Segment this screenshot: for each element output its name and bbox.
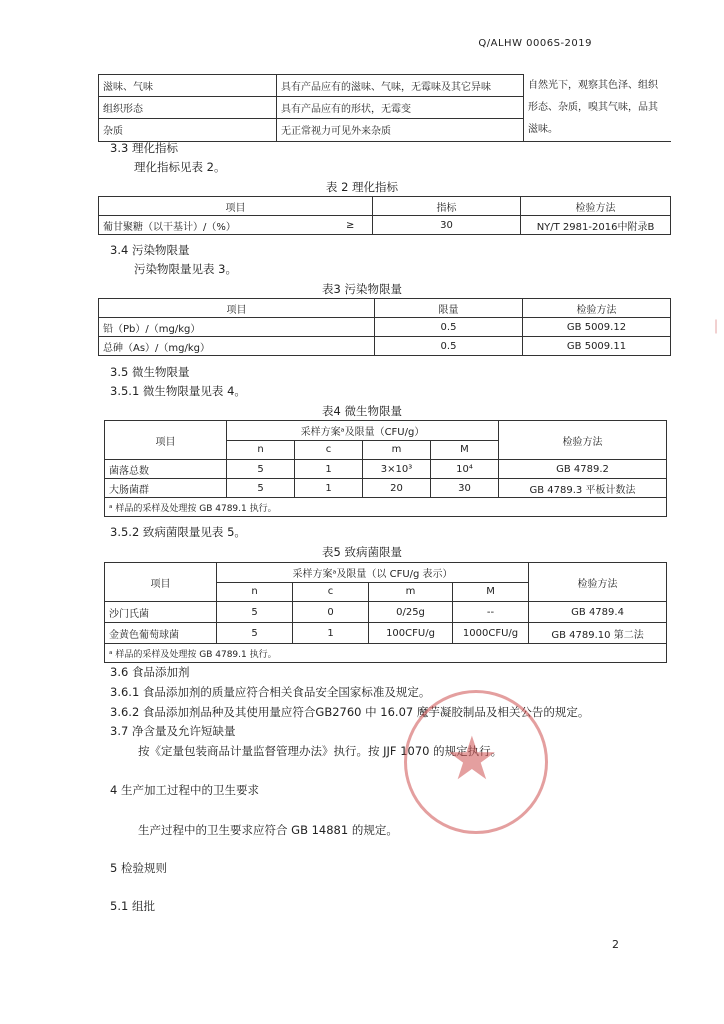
table-cell: 3×10³ bbox=[363, 460, 431, 479]
document-code: Q/ALHW 0006S-2019 bbox=[478, 38, 592, 49]
table-cell: 大肠菌群 bbox=[105, 479, 227, 498]
section-3-4-text: 污染物限量见表 3。 bbox=[134, 262, 237, 276]
section-3-6-1-text: 3.6.1 食品添加剂的质量应符合相关食品安全国家标准及规定。 bbox=[110, 685, 431, 699]
table-header-cell: 采样方案ᵃ及限量（以 CFU/g 表示） bbox=[217, 563, 529, 583]
table-cell: 总砷（As）/（mg/kg） bbox=[99, 337, 375, 356]
table-4 bbox=[104, 420, 667, 517]
table-header-cell: 检验方法 bbox=[499, 421, 667, 460]
section-3-3-text: 理化指标见表 2。 bbox=[134, 160, 226, 174]
table-row bbox=[99, 318, 671, 337]
table-cell: ≥ bbox=[329, 216, 373, 235]
company-seal bbox=[404, 690, 548, 834]
table-5-note: ᵃ 样品的采样及处理按 GB 4789.1 执行。 bbox=[105, 644, 667, 663]
table-row bbox=[105, 479, 667, 498]
table-header-cell: c bbox=[293, 582, 369, 602]
side-seal-fragment: ❘ bbox=[708, 318, 724, 334]
table-note-row bbox=[105, 644, 667, 663]
section-4-heading: 4 生产加工过程中的卫生要求 bbox=[110, 783, 259, 797]
table-header-row bbox=[105, 421, 667, 441]
table-header-cell: c bbox=[295, 440, 363, 460]
table-cell: 沙门氏菌 bbox=[105, 602, 217, 623]
table-cell: 组织形态 bbox=[99, 97, 277, 119]
table-header-cell: 项目 bbox=[105, 421, 227, 460]
table-cell: 0/25g bbox=[369, 602, 453, 623]
table-header-cell: 检验方法 bbox=[521, 197, 671, 216]
section-3-6-heading: 3.6 食品添加剂 bbox=[110, 665, 190, 679]
table-cell: GB 4789.2 bbox=[499, 460, 667, 479]
table-5 bbox=[104, 562, 667, 663]
sensory-method-text: 自然光下，观察其色泽、组织形态、杂质，嗅其气味，品其滋味。 bbox=[528, 79, 658, 135]
section-3-5-2-text: 3.5.2 致病菌限量见表 5。 bbox=[110, 525, 246, 539]
table-cell: 5 bbox=[217, 602, 293, 623]
table-header-cell: m bbox=[369, 582, 453, 602]
table-cell: GB 5009.12 bbox=[523, 318, 671, 337]
table-2-caption: 表 2 理化指标 bbox=[325, 180, 399, 194]
table-header-cell: n bbox=[217, 582, 293, 602]
table-header-cell: 限量 bbox=[375, 299, 523, 318]
section-3-3-heading: 3.3 理化指标 bbox=[110, 141, 178, 155]
table-row bbox=[105, 623, 667, 644]
section-3-7-heading: 3.7 净含量及允许短缺量 bbox=[110, 724, 236, 738]
seal-star-icon: ★ bbox=[445, 724, 499, 794]
table-cell: 具有产品应有的形状，无霉变 bbox=[277, 97, 524, 119]
table-3 bbox=[98, 298, 671, 356]
table-header-cell: 项目 bbox=[99, 197, 373, 216]
table-header-cell: n bbox=[227, 440, 295, 460]
table-cell: GB 4789.3 平板计数法 bbox=[499, 479, 667, 498]
table-cell: -- bbox=[453, 602, 529, 623]
table-2 bbox=[98, 196, 671, 235]
table-note-row bbox=[105, 498, 667, 517]
table-cell: 葡甘聚糖（以干基计）/（%） bbox=[99, 216, 329, 235]
table-cell: GB 4789.4 bbox=[529, 602, 667, 623]
section-3-7-text: 按《定量包装商品计量监督管理办法》执行。按 JJF 1070 的规定执行。 bbox=[138, 744, 503, 758]
table-header-cell: 项目 bbox=[105, 563, 217, 602]
sensory-method-cell bbox=[524, 75, 671, 142]
table-row bbox=[105, 460, 667, 479]
table-cell: 金黄色葡萄球菌 bbox=[105, 623, 217, 644]
table-header-cell: M bbox=[431, 440, 499, 460]
page-number: 2 bbox=[612, 938, 619, 951]
table-cell: 5 bbox=[227, 479, 295, 498]
table-cell: 铅（Pb）/（mg/kg） bbox=[99, 318, 375, 337]
section-3-4-heading: 3.4 污染物限量 bbox=[110, 243, 190, 257]
table-cell: 无正常视力可见外来杂质 bbox=[277, 119, 524, 141]
section-4-text: 生产过程中的卫生要求应符合 GB 14881 的规定。 bbox=[138, 823, 398, 837]
table-cell: GB 4789.10 第二法 bbox=[529, 623, 667, 644]
table-cell: 滋味、气味 bbox=[99, 75, 277, 97]
table-cell: 0 bbox=[293, 602, 369, 623]
table-cell: NY/T 2981-2016中附录B bbox=[521, 216, 671, 235]
table-cell: 1 bbox=[295, 479, 363, 498]
table-cell: 5 bbox=[227, 460, 295, 479]
table-cell: 具有产品应有的滋味、气味，无霉味及其它异味 bbox=[277, 75, 524, 97]
table-cell: 杂质 bbox=[99, 119, 277, 141]
table-header-cell: 项目 bbox=[99, 299, 375, 318]
section-3-5-heading: 3.5 微生物限量 bbox=[110, 365, 190, 379]
table-header-row bbox=[105, 563, 667, 583]
table-3-caption: 表3 污染物限量 bbox=[322, 282, 402, 296]
table-cell: GB 5009.11 bbox=[523, 337, 671, 356]
table-cell: 菌落总数 bbox=[105, 460, 227, 479]
section-5-1-heading: 5.1 组批 bbox=[110, 899, 155, 913]
table-row bbox=[99, 216, 671, 235]
table-cell: 30 bbox=[431, 479, 499, 498]
table-header-cell: 采样方案ᵃ及限量（CFU/g） bbox=[227, 421, 499, 441]
table-header-cell: 检验方法 bbox=[523, 299, 671, 318]
table-cell: 100CFU/g bbox=[369, 623, 453, 644]
table-row bbox=[99, 75, 671, 97]
table-header-cell: M bbox=[453, 582, 529, 602]
table-header-row bbox=[99, 197, 671, 216]
table-cell: 0.5 bbox=[375, 318, 523, 337]
table-cell: 1000CFU/g bbox=[453, 623, 529, 644]
table-header-row bbox=[99, 299, 671, 318]
table-cell: 10⁴ bbox=[431, 460, 499, 479]
table-header-cell: 检验方法 bbox=[529, 563, 667, 602]
table-row bbox=[105, 602, 667, 623]
section-3-5-1-text: 3.5.1 微生物限量见表 4。 bbox=[110, 384, 246, 398]
table-cell: 20 bbox=[363, 479, 431, 498]
table-header-cell: 指标 bbox=[373, 197, 521, 216]
table-5-caption: 表5 致病菌限量 bbox=[322, 545, 402, 559]
sensory-table bbox=[98, 74, 671, 142]
table-header-cell: m bbox=[363, 440, 431, 460]
section-5-heading: 5 检验规则 bbox=[110, 861, 167, 875]
table-4-note: ᵃ 样品的采样及处理按 GB 4789.1 执行。 bbox=[105, 498, 667, 517]
table-row bbox=[99, 337, 671, 356]
table-4-caption: 表4 微生物限量 bbox=[322, 404, 402, 418]
table-cell: 1 bbox=[295, 460, 363, 479]
table-cell: 1 bbox=[293, 623, 369, 644]
table-cell: 5 bbox=[217, 623, 293, 644]
table-cell: 30 bbox=[373, 216, 521, 235]
section-3-6-2-text: 3.6.2 食品添加剂品种及其使用量应符合GB2760 中 16.07 魔芋凝胶制品及相关公告的规定。 bbox=[110, 705, 590, 719]
table-cell: 0.5 bbox=[375, 337, 523, 356]
